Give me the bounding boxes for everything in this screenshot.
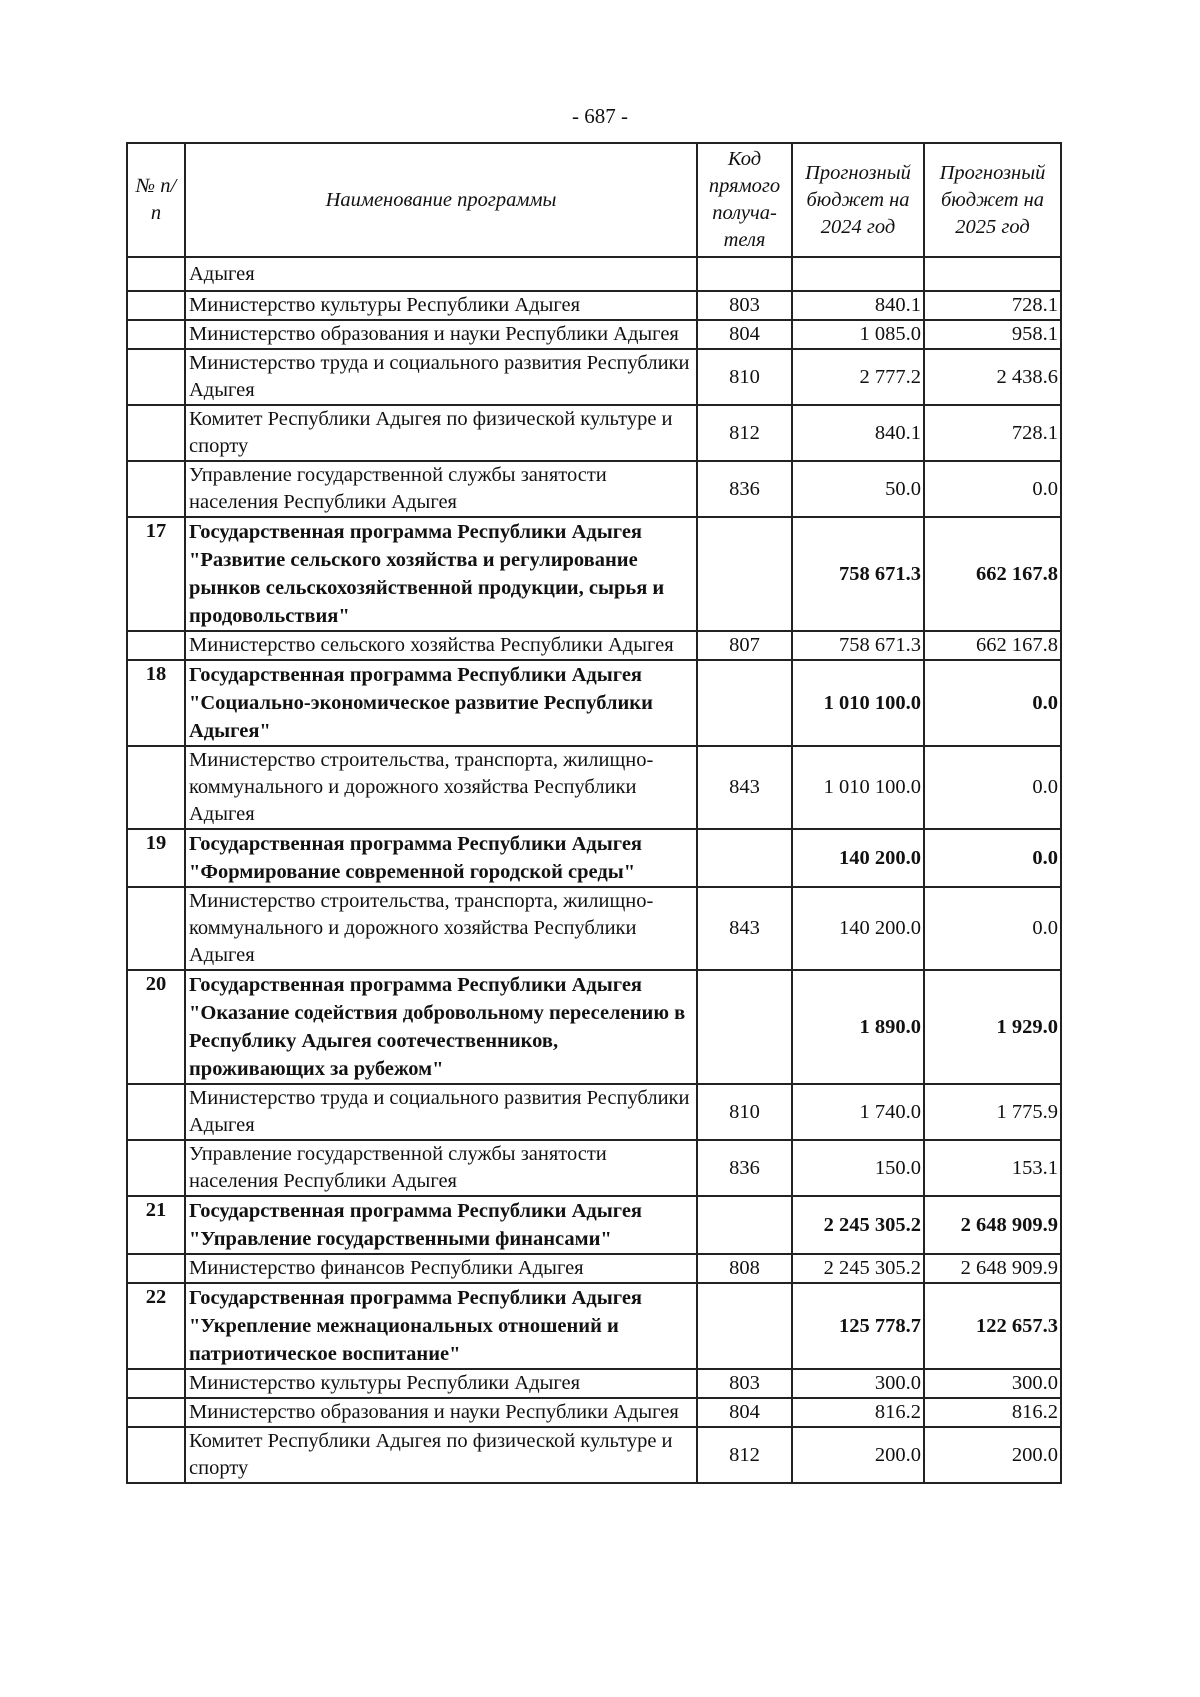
row-name: Министерство сельского хозяйства Республики Адыгея [185, 631, 697, 660]
row-name: Государственная программа Республики Адыгея "Укрепление межнациональных отношений и патриотическое воспитание" [185, 1283, 697, 1369]
row-budget-2025: 816.2 [924, 1398, 1061, 1427]
row-name: Министерство культуры Республики Адыгея [185, 291, 697, 320]
table-row [127, 1140, 1061, 1196]
row-num [127, 257, 185, 291]
row-budget-2024: 1 085.0 [792, 320, 924, 349]
row-code: 836 [697, 461, 792, 517]
row-budget-2025: 662 167.8 [924, 631, 1061, 660]
row-budget-2024 [792, 257, 924, 291]
row-budget-2024: 2 777.2 [792, 349, 924, 405]
row-budget-2025: 0.0 [924, 746, 1061, 829]
row-num [127, 461, 185, 517]
row-budget-2025: 662 167.8 [924, 517, 1061, 631]
row-code [697, 829, 792, 887]
header-budget-2024: Прогнозный бюджет на 2024 год [792, 143, 924, 257]
budget-table [126, 142, 1062, 1484]
row-name: Государственная программа Республики Адыгея "Социально-экономическое развитие Республики Адыгея" [185, 660, 697, 746]
row-budget-2025: 1 929.0 [924, 970, 1061, 1084]
row-num [127, 1427, 185, 1483]
program-row [127, 970, 1061, 1084]
table-row [127, 1254, 1061, 1283]
row-num: 21 [127, 1196, 185, 1254]
row-code: 807 [697, 631, 792, 660]
row-code [697, 1196, 792, 1254]
row-name: Министерство культуры Республики Адыгея [185, 1369, 697, 1398]
row-budget-2024: 150.0 [792, 1140, 924, 1196]
table-row [127, 1369, 1061, 1398]
row-budget-2024: 758 671.3 [792, 631, 924, 660]
row-budget-2024: 1 010 100.0 [792, 746, 924, 829]
program-row [127, 829, 1061, 887]
row-budget-2025: 300.0 [924, 1369, 1061, 1398]
row-num: 18 [127, 660, 185, 746]
row-code: 810 [697, 1084, 792, 1140]
row-name: Министерство образования и науки Республики Адыгея [185, 1398, 697, 1427]
row-code [697, 257, 792, 291]
row-budget-2025: 2 438.6 [924, 349, 1061, 405]
row-num [127, 1140, 185, 1196]
row-budget-2024: 840.1 [792, 405, 924, 461]
program-row [127, 1196, 1061, 1254]
row-num [127, 1254, 185, 1283]
row-code: 808 [697, 1254, 792, 1283]
row-name: Министерство образования и науки Республики Адыгея [185, 320, 697, 349]
table-row [127, 405, 1061, 461]
row-budget-2025: 153.1 [924, 1140, 1061, 1196]
continuation-row [127, 257, 1061, 291]
row-budget-2025: 0.0 [924, 829, 1061, 887]
row-num [127, 631, 185, 660]
row-budget-2025: 728.1 [924, 405, 1061, 461]
row-code: 804 [697, 320, 792, 349]
row-num [127, 349, 185, 405]
row-budget-2025: 0.0 [924, 887, 1061, 970]
row-code [697, 970, 792, 1084]
row-name: Государственная программа Республики Адыгея "Управление государственными финансами" [185, 1196, 697, 1254]
table-row [127, 631, 1061, 660]
row-code: 836 [697, 1140, 792, 1196]
row-name: Министерство финансов Республики Адыгея [185, 1254, 697, 1283]
row-name: Министерство труда и социального развития Республики Адыгея [185, 349, 697, 405]
row-num: 17 [127, 517, 185, 631]
row-name: Комитет Республики Адыгея по физической культуре и спорту [185, 405, 697, 461]
row-budget-2024: 140 200.0 [792, 887, 924, 970]
row-name: Министерство труда и социального развития Республики Адыгея [185, 1084, 697, 1140]
row-name: Государственная программа Республики Адыгея "Формирование современной городской среды" [185, 829, 697, 887]
row-budget-2025: 2 648 909.9 [924, 1196, 1061, 1254]
row-code: 843 [697, 746, 792, 829]
row-budget-2024: 2 245 305.2 [792, 1254, 924, 1283]
table-header-row [127, 143, 1061, 257]
row-code: 843 [697, 887, 792, 970]
table-row [127, 746, 1061, 829]
table-row [127, 320, 1061, 349]
row-name: Министерство строительства, транспорта, жилищно-коммунального и дорожного хозяйства Республики Адыгея [185, 746, 697, 829]
header-budget-2025: Прогнозный бюджет на 2025 год [924, 143, 1061, 257]
row-num: 19 [127, 829, 185, 887]
row-budget-2025 [924, 257, 1061, 291]
row-num [127, 746, 185, 829]
table-row [127, 291, 1061, 320]
row-budget-2025: 958.1 [924, 320, 1061, 349]
row-budget-2024: 50.0 [792, 461, 924, 517]
header-code: Код прямого получа-теля [697, 143, 792, 257]
page-number: - 687 - [572, 104, 628, 128]
row-num [127, 1398, 185, 1427]
row-code: 812 [697, 405, 792, 461]
row-name: Министерство строительства, транспорта, жилищно-коммунального и дорожного хозяйства Республики Адыгея [185, 887, 697, 970]
row-name: Управление государственной службы занятости населения Республики Адыгея [185, 1140, 697, 1196]
row-name: Комитет Республики Адыгея по физической культуре и спорту [185, 1427, 697, 1483]
row-name: Управление государственной службы занятости населения Республики Адыгея [185, 461, 697, 517]
row-name: Государственная программа Республики Адыгея "Оказание содействия добровольному переселению в Республику Адыгея соотечественников, проживающих за рубежом" [185, 970, 697, 1084]
row-budget-2025: 122 657.3 [924, 1283, 1061, 1369]
program-row [127, 660, 1061, 746]
header-name: Наименование программы [185, 143, 697, 257]
table-row [127, 887, 1061, 970]
row-budget-2024: 1 740.0 [792, 1084, 924, 1140]
row-code: 810 [697, 349, 792, 405]
row-name: Адыгея [185, 257, 697, 291]
row-num [127, 320, 185, 349]
table-body [127, 257, 1061, 1483]
row-code: 812 [697, 1427, 792, 1483]
row-num [127, 1369, 185, 1398]
row-budget-2025: 2 648 909.9 [924, 1254, 1061, 1283]
row-budget-2024: 300.0 [792, 1369, 924, 1398]
row-code: 803 [697, 291, 792, 320]
row-budget-2025: 200.0 [924, 1427, 1061, 1483]
table-row [127, 1084, 1061, 1140]
table-row [127, 1427, 1061, 1483]
row-code: 804 [697, 1398, 792, 1427]
row-budget-2025: 0.0 [924, 660, 1061, 746]
row-budget-2025: 728.1 [924, 291, 1061, 320]
row-num: 22 [127, 1283, 185, 1369]
row-budget-2024: 1 890.0 [792, 970, 924, 1084]
row-budget-2024: 125 778.7 [792, 1283, 924, 1369]
row-budget-2025: 1 775.9 [924, 1084, 1061, 1140]
row-budget-2024: 840.1 [792, 291, 924, 320]
header-num: № п/п [127, 143, 185, 257]
row-num [127, 1084, 185, 1140]
row-code [697, 517, 792, 631]
table-row [127, 349, 1061, 405]
table-row [127, 1398, 1061, 1427]
row-num [127, 405, 185, 461]
row-budget-2025: 0.0 [924, 461, 1061, 517]
row-num [127, 887, 185, 970]
row-budget-2024: 758 671.3 [792, 517, 924, 631]
program-row [127, 517, 1061, 631]
program-row [127, 1283, 1061, 1369]
row-budget-2024: 816.2 [792, 1398, 924, 1427]
row-code: 803 [697, 1369, 792, 1398]
row-name: Государственная программа Республики Адыгея "Развитие сельского хозяйства и регулирование рынков сельскохозяйственной продукции, сырья и продовольствия" [185, 517, 697, 631]
row-budget-2024: 1 010 100.0 [792, 660, 924, 746]
row-budget-2024: 2 245 305.2 [792, 1196, 924, 1254]
row-budget-2024: 200.0 [792, 1427, 924, 1483]
table-row [127, 461, 1061, 517]
row-num: 20 [127, 970, 185, 1084]
row-code [697, 660, 792, 746]
row-num [127, 291, 185, 320]
row-budget-2024: 140 200.0 [792, 829, 924, 887]
row-code [697, 1283, 792, 1369]
